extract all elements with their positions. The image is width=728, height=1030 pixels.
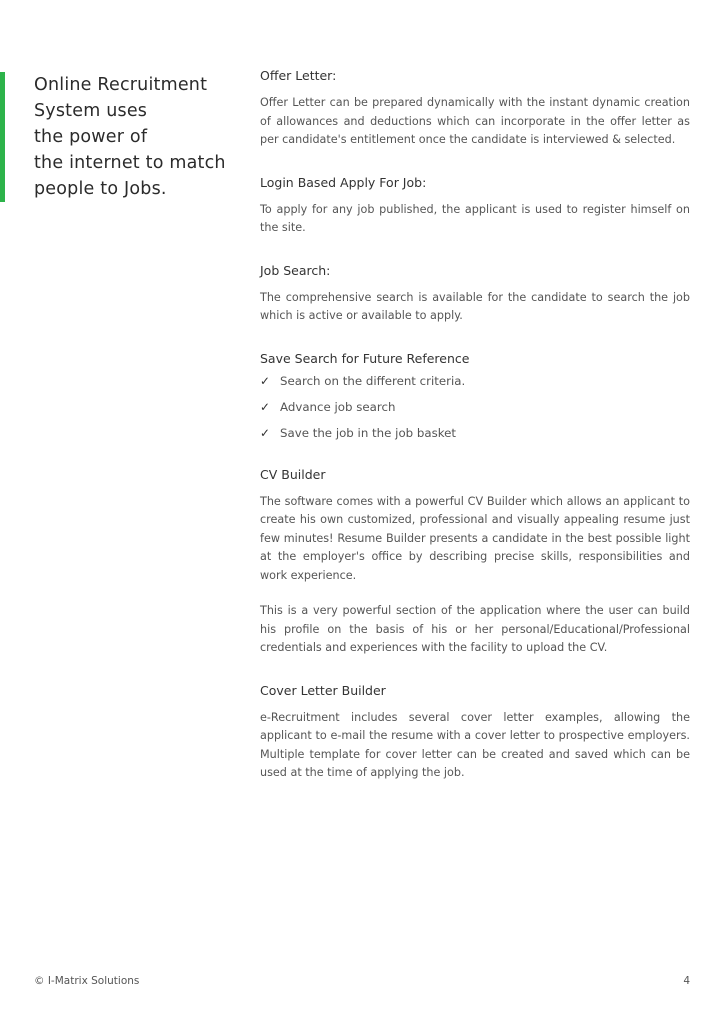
section-body: To apply for any job published, the applicant is used to register himself on the site. bbox=[260, 202, 690, 234]
tagline-line: the power of bbox=[34, 127, 148, 147]
section-login-apply bbox=[260, 174, 690, 238]
section-heading: Job Search: bbox=[260, 262, 331, 278]
section-body: The comprehensive search is available for the candidate to search the job which is active or available to apply. bbox=[260, 290, 690, 322]
tagline-line: System uses bbox=[34, 101, 148, 121]
section-body: The software comes with a powerful CV Builder which allows an applicant to create his own customized, professional and visually appealing resume just few minutes! Resume Builder presents a candidate in the best possible light at the employer's office by describing precise skills, responsibilities and work experience. bbox=[260, 494, 690, 582]
section-cv-builder bbox=[260, 466, 690, 658]
list-item-label: Search on the different criteria. bbox=[280, 373, 466, 388]
page-number: 4 bbox=[683, 975, 690, 987]
list-item-label: Advance job search bbox=[280, 399, 396, 414]
list-item-label: Save the job in the job basket bbox=[280, 425, 457, 440]
section-save-search bbox=[260, 350, 690, 442]
section-body: This is a very powerful section of the application where the user can build his profile on the basis of his or her personal/Educational/Professional credentials and experiences with the facility to upload the CV. bbox=[260, 604, 690, 654]
check-icon: ✓ bbox=[260, 399, 270, 414]
tagline-line: people to Jobs. bbox=[34, 179, 167, 199]
list-item bbox=[260, 424, 690, 442]
feature-checklist bbox=[260, 372, 690, 442]
section-heading: Login Based Apply For Job: bbox=[260, 174, 427, 190]
section-heading: Cover Letter Builder bbox=[260, 682, 386, 698]
section-heading: Save Search for Future Reference bbox=[260, 350, 470, 366]
section-body: Offer Letter can be prepared dynamically with the instant dynamic creation of allowances and deductions which can incorporate in the offer letter as per candidate's entitlement once the candidate is interviewed & selected. bbox=[260, 96, 690, 146]
main-content bbox=[260, 67, 690, 783]
section-heading: Offer Letter: bbox=[260, 68, 337, 83]
accent-bar bbox=[0, 72, 5, 202]
list-item bbox=[260, 398, 690, 416]
tagline-line: the internet to match bbox=[34, 153, 226, 173]
section-job-search bbox=[260, 262, 690, 326]
tagline-line: Online Recruitment bbox=[34, 75, 208, 95]
section-body: e-Recruitment includes several cover letter examples, allowing the applicant to e-mail the resume with a cover letter to prospective employers. Multiple template for cover letter can be created and saved which can be used at the time of applying the job. bbox=[260, 710, 690, 779]
section-heading: CV Builder bbox=[260, 466, 326, 482]
check-icon: ✓ bbox=[260, 425, 270, 440]
sidebar-tagline bbox=[34, 72, 244, 202]
check-icon: ✓ bbox=[260, 373, 270, 388]
list-item bbox=[260, 372, 690, 390]
section-offer-letter bbox=[260, 67, 690, 150]
footer-copyright: © I-Matrix Solutions bbox=[34, 975, 140, 987]
section-cover-letter bbox=[260, 682, 690, 783]
